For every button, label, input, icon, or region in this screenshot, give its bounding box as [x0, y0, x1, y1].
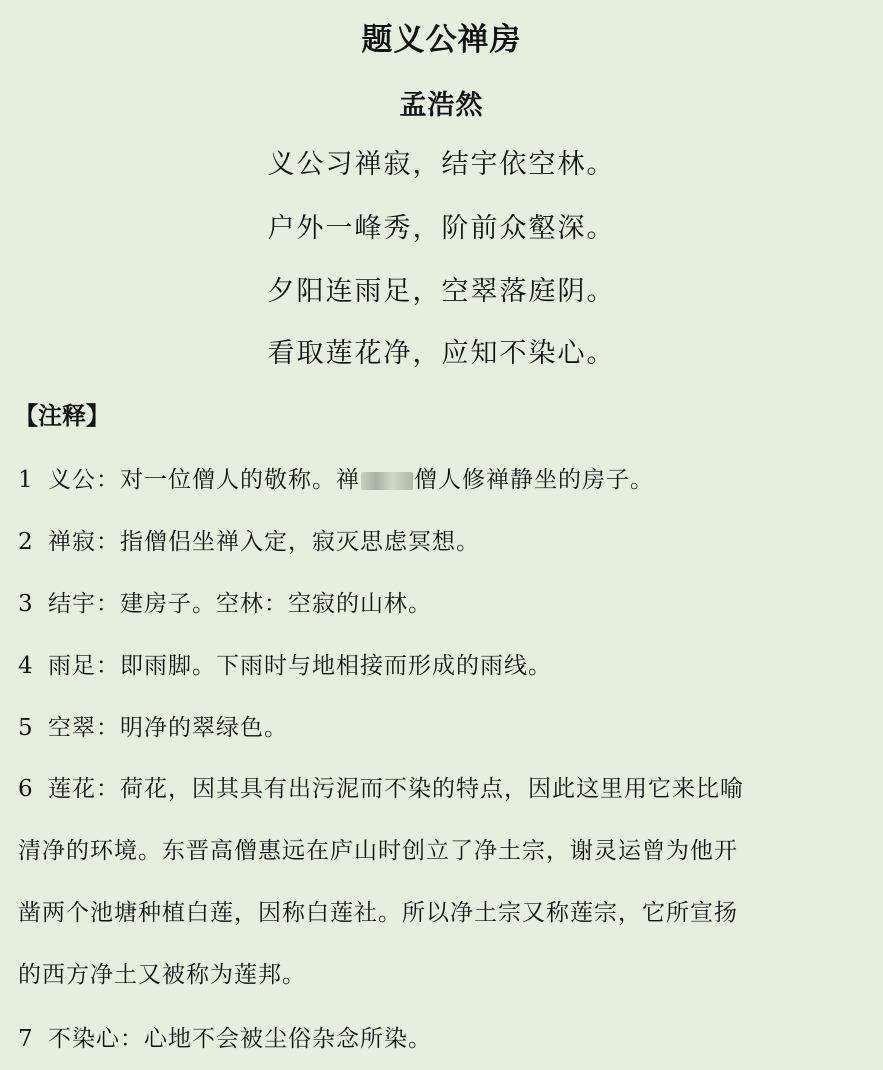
note-number: 3 [18, 591, 34, 617]
note-text: 雨足：即雨脚。下雨时与地相接而形成的雨线。 [48, 653, 552, 679]
notes-heading: 【注释】 [14, 401, 110, 430]
note-text: 义公：对一位僧人的敬称。禅 [48, 467, 360, 493]
obscured-text-mark [361, 472, 413, 490]
note-text: 空翠：明净的翠绿色。 [48, 715, 288, 741]
note-text: 结宇：建房子。空林：空寂的山林。 [48, 591, 432, 617]
note-number: 7 [18, 1026, 34, 1052]
poem-line-3: 夕阳连雨足，空翠落庭阴。 [267, 276, 616, 307]
note-2 [18, 511, 868, 573]
note-text: 不染心：心地不会被尘俗杂念所染。 [48, 1026, 432, 1052]
note-number: 5 [18, 715, 34, 741]
note-number: 4 [18, 653, 34, 679]
poem-title: 题义公禅房 [361, 22, 522, 58]
note-number: 1 [18, 467, 34, 493]
note-line [18, 758, 868, 820]
note-text: 莲花：荷花，因其具有出污泥而不染的特点，因此这里用它来比喻 [48, 776, 744, 802]
note-number: 2 [18, 529, 34, 555]
poem-author: 孟浩然 [399, 90, 484, 121]
poem-line-4: 看取莲花净，应知不染心。 [267, 338, 616, 369]
note-line: 的西方净土又被称为莲邦。 [18, 962, 306, 988]
note-text: 禅寂：指僧侣坐禅入定，寂灭思虑冥想。 [48, 529, 480, 555]
poem-line-1: 义公习禅寂，结宇依空林。 [267, 149, 616, 180]
note-3 [18, 573, 868, 635]
note-text: 僧人修禅静坐的房子。 [414, 467, 654, 493]
note-6 [18, 758, 868, 1006]
note-1 [18, 449, 868, 511]
note-line: 凿两个池塘种植白莲，因称白莲社。所以净土宗又称莲宗，它所宣扬 [18, 900, 738, 926]
poem-line-2: 户外一峰秀，阶前众壑深。 [267, 213, 616, 244]
note-line: 清净的环境。东晋高僧惠远在庐山时创立了净土宗，谢灵运曾为他开 [18, 838, 738, 864]
note-5 [18, 697, 868, 759]
note-4 [18, 635, 868, 697]
note-number: 6 [18, 776, 34, 802]
note-7 [18, 1008, 868, 1070]
